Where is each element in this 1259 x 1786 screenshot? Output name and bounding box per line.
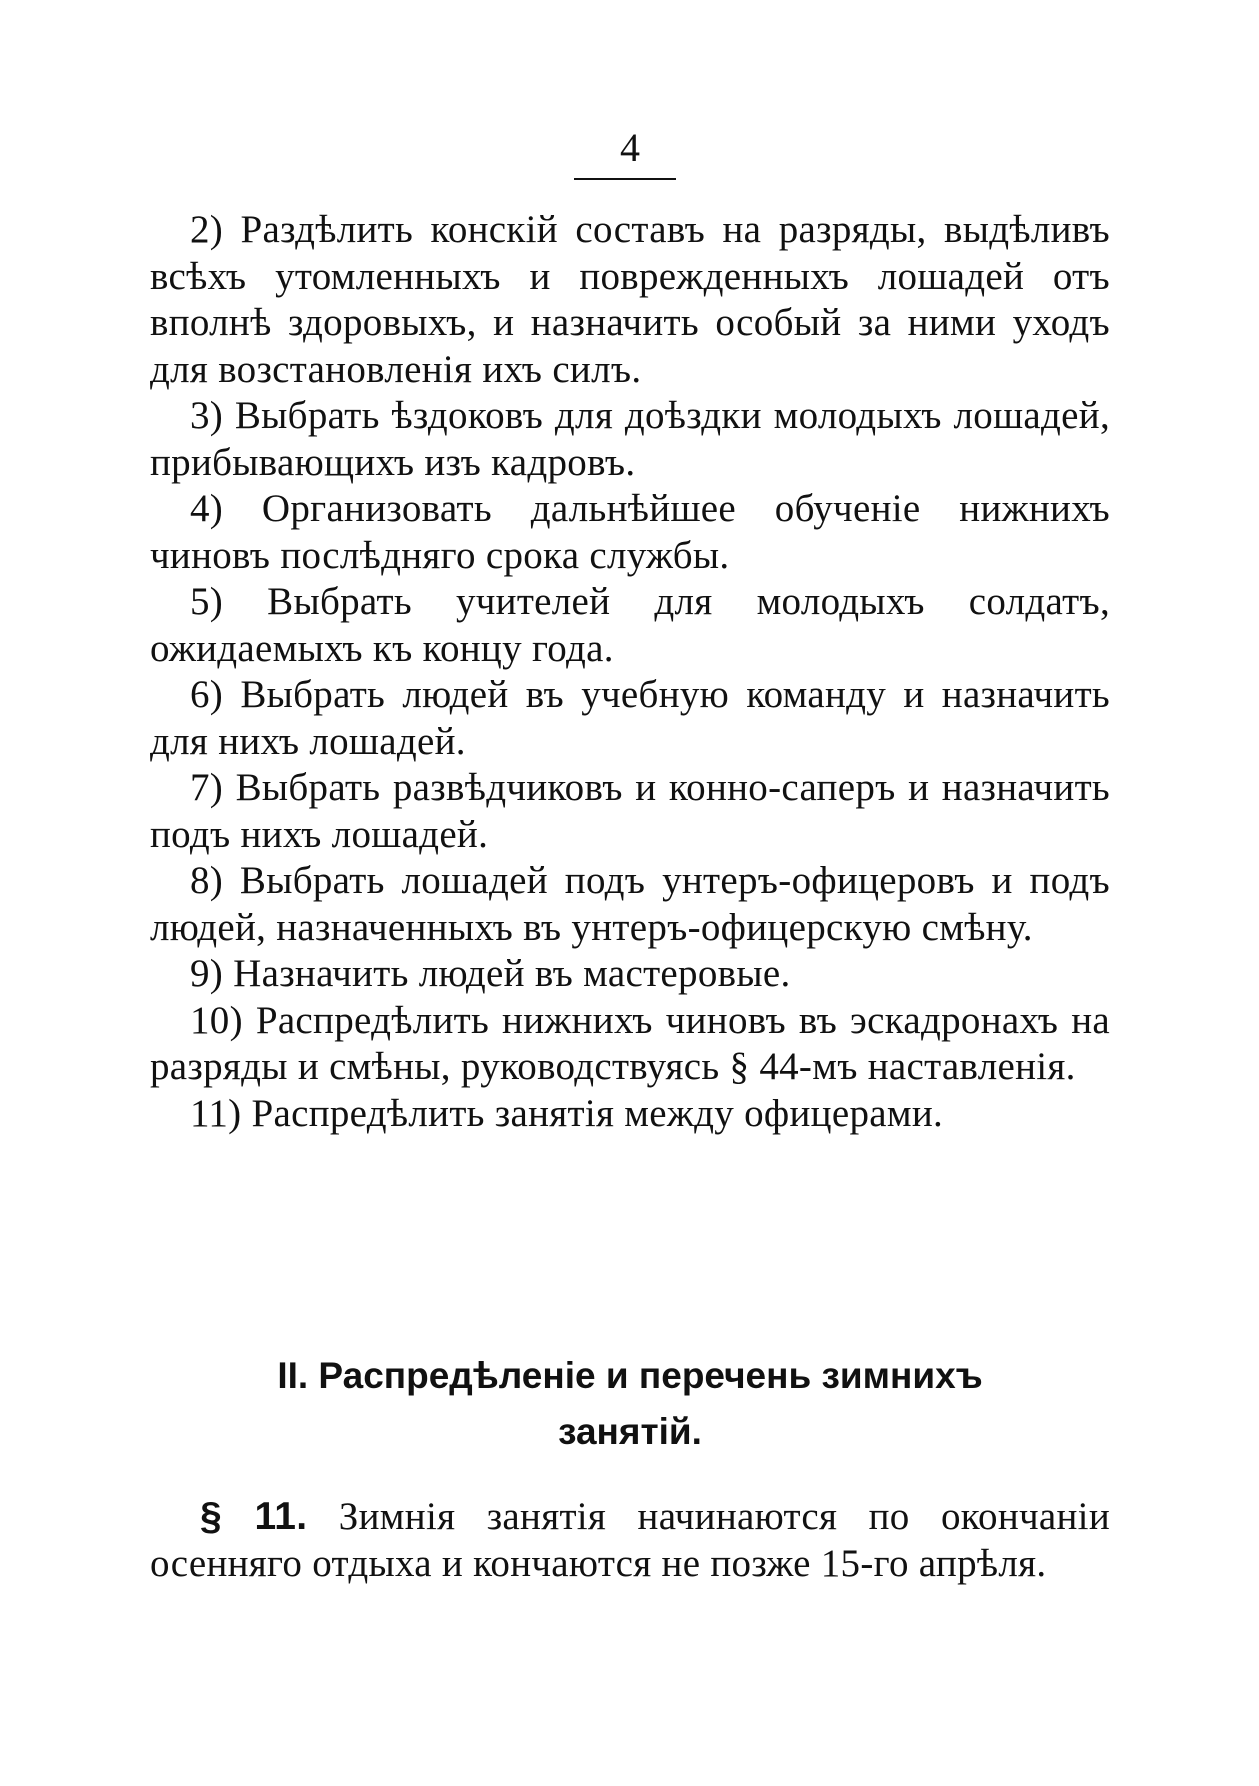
- list-item: 6) Выбрать людей въ учебную команду и назначить для нихъ лошадей.: [150, 673, 1110, 763]
- list-item: 4) Организовать дальнѣйшее обученіе нижнихъ чиновъ послѣдняго срока службы.: [150, 487, 1110, 577]
- list-item: 9) Назначить людей въ мастеровые.: [190, 952, 791, 995]
- list-item: 8) Выбрать лошадей подъ унтеръ-офицеровъ и подъ людей, назначенныхъ въ унтеръ-офицерскую смѣну.: [150, 859, 1110, 949]
- task-list: [150, 207, 1110, 1137]
- section-heading: [150, 1348, 1110, 1460]
- paragraph-text: Зимнія занятія начинаются по окончаніи осенняго отдыха и кончаются не позже 15-го апрѣля.: [150, 1495, 1110, 1585]
- list-item: 7) Выбрать развѣдчиковъ и конно-саперъ и назначить подъ нихъ лошадей.: [150, 766, 1110, 856]
- section-heading-line2: занятій.: [558, 1411, 702, 1452]
- page-number-rule: [574, 178, 676, 180]
- paragraph-number: § 11.: [200, 1495, 308, 1538]
- list-item: 11) Распредѣлить занятія между офицерами.: [190, 1091, 944, 1135]
- list-item: 5) Выбрать учителей для молодыхъ солдатъ, ожидаемыхъ къ концу года.: [150, 580, 1110, 670]
- list-item: 10) Распредѣлить нижнихъ чиновъ въ эскадронахъ на разряды и смѣны, руководствуясь § 44-мъ наставленія.: [150, 998, 1110, 1088]
- list-item: 2) Раздѣлить конскій составъ на разряды, выдѣливъ всѣхъ утомленныхъ и поврежденныхъ лошадей отъ вполнѣ здоровыхъ, и назначить особый за ними уходъ для возстановленія ихъ силъ.: [150, 208, 1110, 391]
- section-paragraph: [150, 1494, 1110, 1587]
- list-item: 3) Выбрать ѣздоковъ для доѣздки молодыхъ лошадей, прибывающихъ изъ кадровъ.: [150, 394, 1110, 484]
- page-number: 4: [620, 125, 640, 170]
- section-heading-line1: II. Распредѣленіе и перечень зимнихъ: [277, 1355, 983, 1396]
